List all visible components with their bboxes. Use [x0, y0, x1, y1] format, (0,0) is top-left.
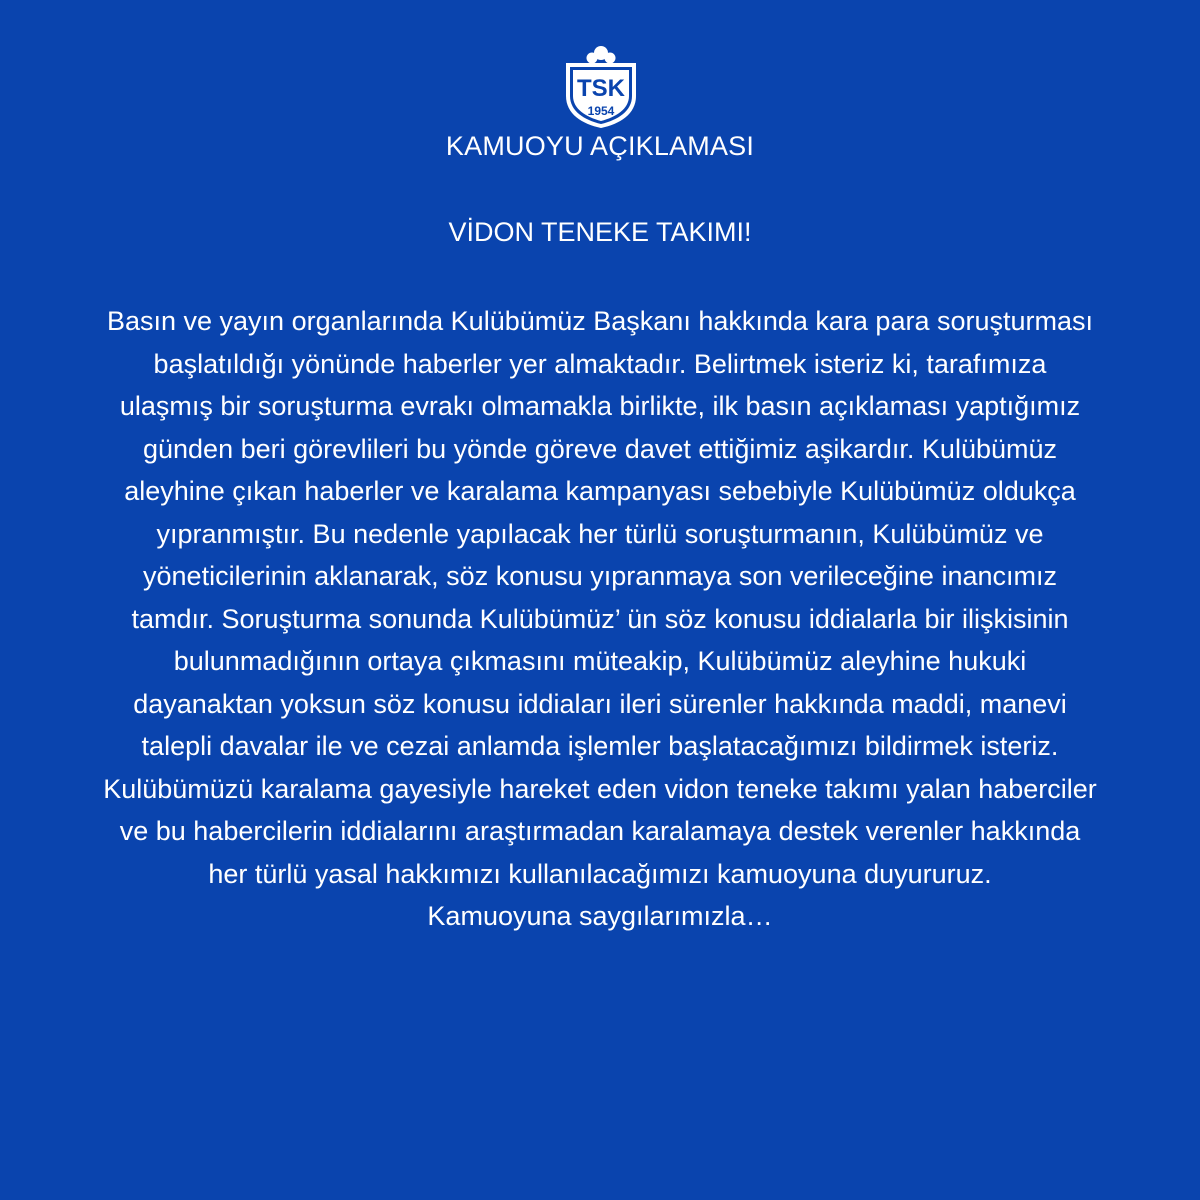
body-line: başlatıldığı yönünde haberler yer almaktadır. Belirtmek isteriz ki, tarafımıza [153, 348, 1047, 379]
body-line: Basın ve yayın organlarında Kulübümüz Başkanı hakkında kara para soruşturması [106, 306, 1094, 336]
body-line: ulaşmış bir soruşturma evrakı olmamakla birlikte, ilk basın açıklaması yaptığımız [119, 391, 1081, 421]
body-line: talepli davalar ile ve cezai anlamda işlemler başlatacağımızı bildirmek isteriz. [141, 731, 1059, 761]
body-line: aleyhine çıkan haberler ve karalama kampanyası sebebiyle Kulübümüz oldukça [124, 476, 1076, 506]
body-line: ve bu habercilerin iddialarını araştırmadan karalamaya destek verenler hakkında [119, 816, 1081, 846]
page-title: KAMUOYU AÇIKLAMASI [445, 131, 755, 161]
body-line: yıpranmıştır. Bu nedenle yapılacak her türlü soruşturmanın, Kulübümüz ve [156, 518, 1044, 549]
body-line: bulunmadığının ortaya çıkmasını müteakip, Kulübümüz aleyhine hukuki [173, 646, 1027, 676]
body-line: Kulübümüzü karalama gayesiyle hareket eden vidon teneke takımı yalan haberciler [103, 773, 1097, 804]
announcement-subtitle: VİDON TENEKE TAKIMI! [448, 217, 752, 247]
body-line: dayanaktan yoksun söz konusu iddiaları ileri sürenler hakkında maddi, manevi [133, 688, 1067, 719]
tsk-crest-icon [560, 44, 642, 130]
logo-text: TSK [577, 75, 625, 102]
announcement-body [30, 300, 1170, 938]
body-line: Kamuoyuna saygılarımızla… [427, 901, 773, 931]
club-logo [560, 44, 642, 130]
body-line: tamdır. Soruşturma sonunda Kulübümüz’ ün söz konusu iddialarla bir ilişkisinin [131, 603, 1069, 634]
body-line: her türlü yasal hakkımızı kullanılacağımızı kamuoyuna duyururuz. [208, 858, 992, 889]
body-line: yöneticilerinin aklanarak, söz konusu yıpranmaya son verileceğine inancımız [143, 561, 1057, 591]
logo-year: 1954 [587, 104, 615, 118]
body-line: günden beri görevlileri bu yönde göreve davet ettiğimiz aşikardır. Kulübümüz [142, 433, 1058, 464]
